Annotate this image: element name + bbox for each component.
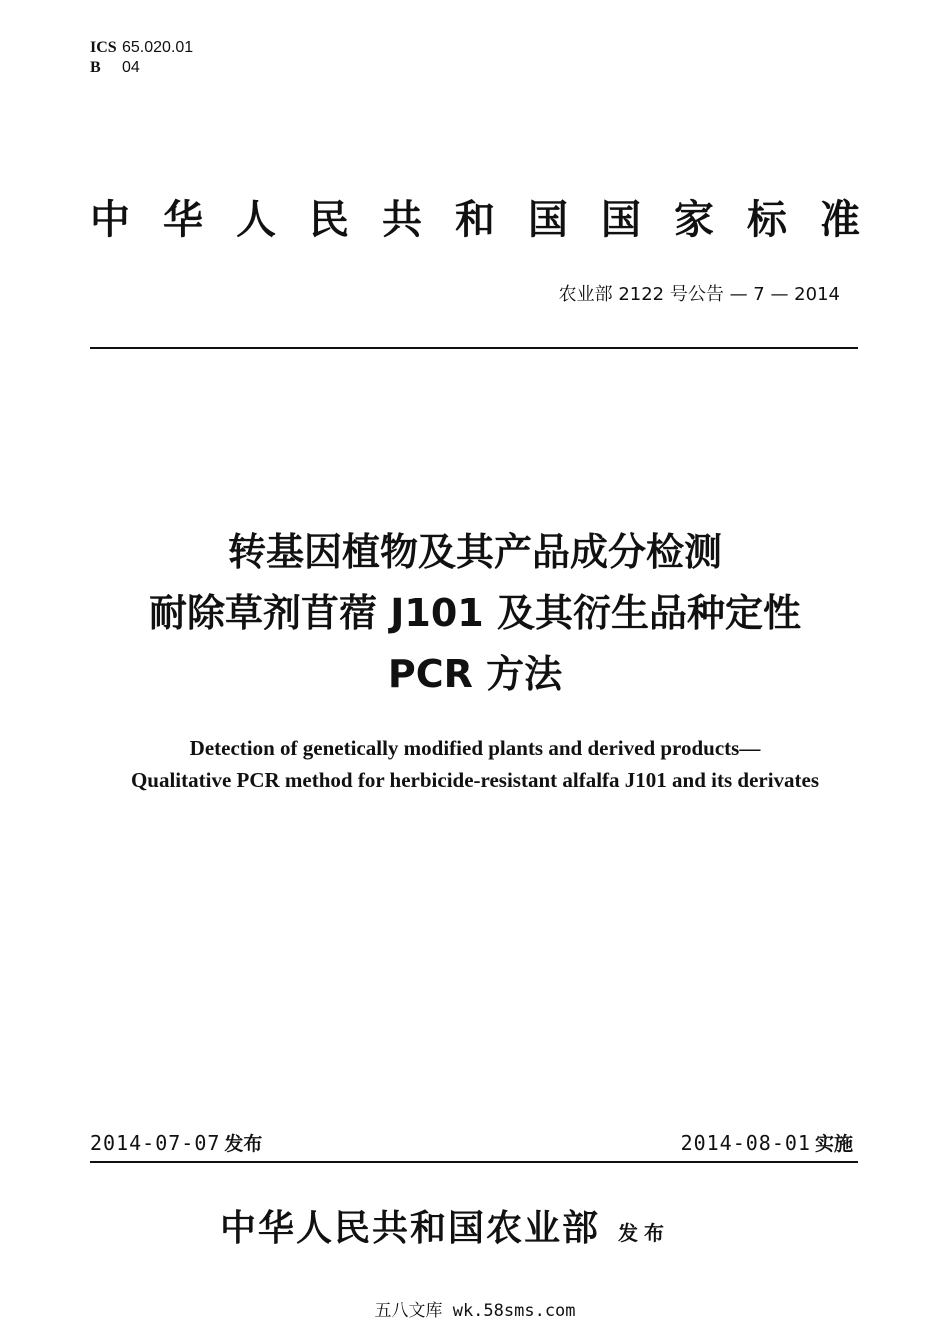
classification-label: B xyxy=(90,59,101,76)
ics-line xyxy=(90,38,193,58)
national-title-char: 准 xyxy=(820,197,860,243)
standard-number: 农业部 2122 号公告 — 7 — 2014 xyxy=(558,284,840,305)
footer-divider xyxy=(90,1161,858,1163)
issuer-word: 发布 xyxy=(618,1221,671,1245)
issue-date: 2014-07-07 xyxy=(90,1131,221,1155)
national-title-char: 标 xyxy=(747,197,787,243)
ics-value: 65.020.01 xyxy=(122,39,194,56)
issuer-name: 中华人民共和国农业部 xyxy=(220,1208,601,1249)
implement-word: 实施 xyxy=(814,1133,853,1155)
chinese-title-line-1: 转基因植物及其产品成分检测 xyxy=(227,530,722,574)
classification-value: 04 xyxy=(122,59,140,76)
english-title-line-1: Detection of genetically modified plants and derived products— xyxy=(189,736,761,760)
national-title-char: 家 xyxy=(674,197,714,243)
national-title-char: 中 xyxy=(90,197,130,243)
national-title-char: 和 xyxy=(455,197,495,243)
issue-date-block xyxy=(90,1129,262,1156)
national-title-char: 共 xyxy=(382,197,422,243)
issue-word: 发布 xyxy=(224,1133,263,1155)
national-title-char: 国 xyxy=(601,197,641,243)
watermark-text: 五八文库 wk.58sms.com xyxy=(374,1301,576,1321)
national-title-char: 国 xyxy=(528,197,568,243)
national-title-char: 人 xyxy=(236,197,276,243)
chinese-title-line-3: PCR 方法 xyxy=(387,652,563,696)
implement-date-block xyxy=(681,1129,853,1156)
classification-line xyxy=(90,58,193,78)
ics-label: ICS xyxy=(90,39,117,56)
national-title-char: 华 xyxy=(163,197,203,243)
issuer-block xyxy=(220,1200,670,1251)
national-title-char: 民 xyxy=(309,197,349,243)
chinese-title-line-2: 耐除草剂苜蓿 J101 及其衍生品种定性 xyxy=(149,591,801,635)
ics-code-block xyxy=(90,38,193,78)
national-standard-title xyxy=(90,192,860,248)
implement-date: 2014-08-01 xyxy=(680,1131,811,1155)
header-divider xyxy=(90,347,858,349)
english-title-line-2: Qualitative PCR method for herbicide-resistant alfalfa J101 and its derivates xyxy=(130,768,820,792)
